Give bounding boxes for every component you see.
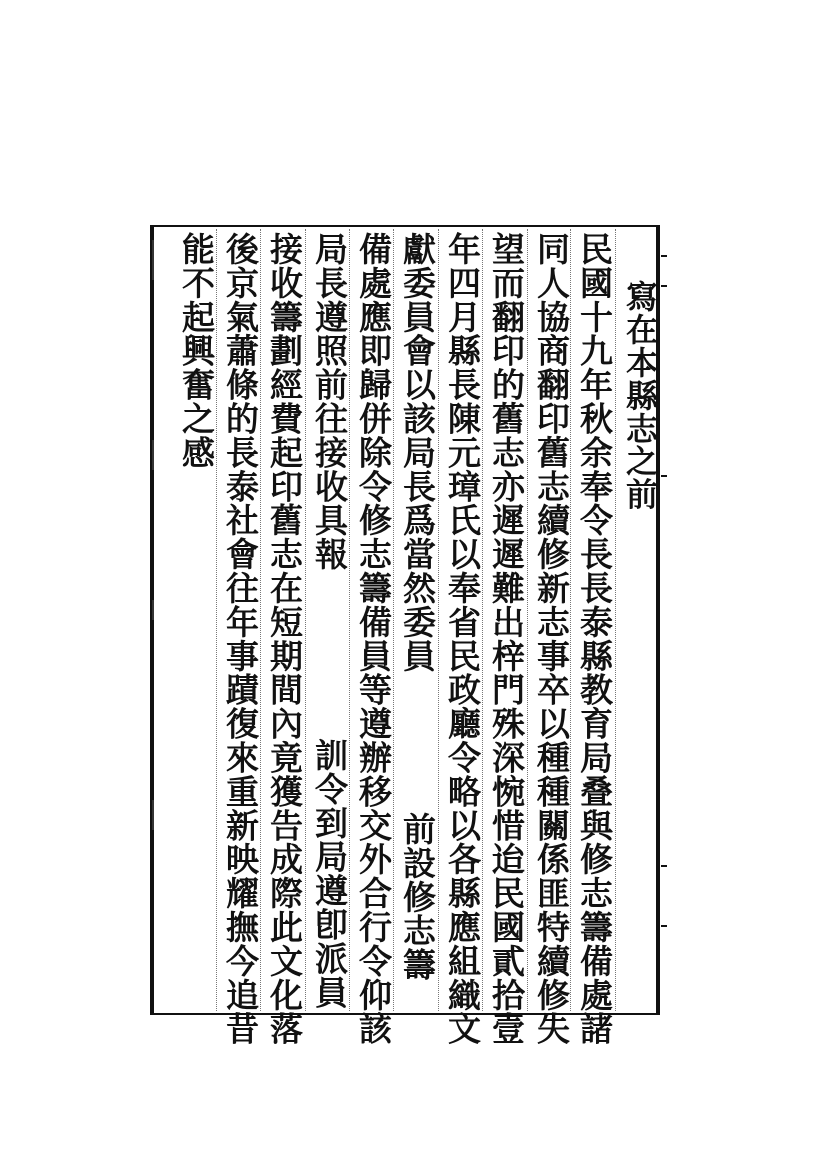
- margin-mark: [152, 600, 154, 620]
- text-column-2: 同人協商翻印舊志續修新志事卒以種種關係匪特續修失: [532, 232, 571, 1046]
- text-column-7-head: 局長遵照前往接收具報: [310, 232, 349, 571]
- margin-mark: [152, 440, 154, 470]
- text-column-4: 年四月縣長陳元璋氏以奉省民政廳令略以各縣應組織文: [443, 232, 482, 1046]
- column-divider: [438, 229, 439, 1011]
- text-column-6: 備處應即歸併除令修志籌備員等遵辦移交外合行令仰該: [354, 232, 393, 1046]
- margin-mark: [152, 240, 154, 280]
- page-title: 寫在本縣志之前: [621, 280, 659, 511]
- column-divider: [615, 229, 616, 1011]
- text-column-5-head: 獻委員會以該局長爲當然委員: [398, 232, 437, 673]
- text-column-8: 接收籌劃經費起印舊志在短期間內竟獲告成際此文化落: [265, 232, 304, 1046]
- text-column-7-tail: 訓令到局遵卽派員: [310, 738, 349, 1010]
- text-column-5-tail: 前設修志籌: [398, 812, 437, 982]
- column-divider: [260, 229, 261, 1011]
- column-divider: [482, 229, 483, 1011]
- column-divider: [527, 229, 528, 1011]
- text-column-9: 後京氣蕭條的長泰社會往年事蹟復來重新映耀撫今追昔: [221, 232, 260, 1046]
- margin-mark: [152, 800, 154, 830]
- column-divider: [216, 229, 217, 1011]
- text-column-3: 望而翻印的舊志亦遲遲難出梓門殊深惋惜迨民國貳拾壹: [487, 232, 526, 1046]
- column-divider: [393, 229, 394, 1011]
- column-divider: [305, 229, 306, 1011]
- text-column-1: 民國十九年秋余奉令長長泰縣教育局叠與修志籌備處諸: [575, 232, 614, 1046]
- column-divider: [349, 229, 350, 1011]
- gutter-rule: [150, 225, 154, 1015]
- right-edge-marks: [661, 225, 671, 1015]
- text-column-10: 能不起興奮之感: [177, 232, 216, 470]
